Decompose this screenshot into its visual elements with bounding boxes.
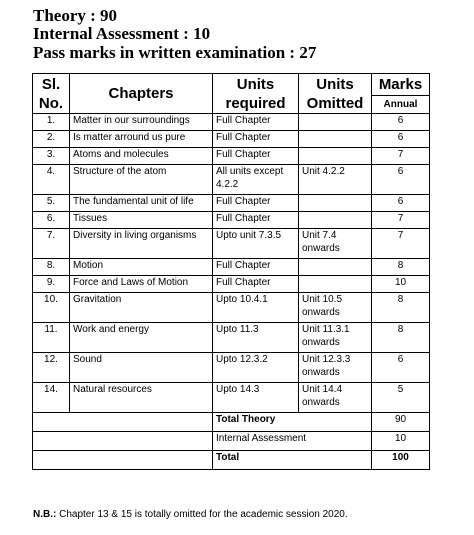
row-chapter: The fundamental unit of life <box>70 195 213 212</box>
row-units-required: Upto 14.3 <box>213 383 299 413</box>
row-marks: 6 <box>372 131 430 148</box>
row-units-omitted: Unit 12.3.3 onwards <box>299 353 372 383</box>
table-row <box>33 353 430 383</box>
row-sl: 14. <box>33 383 70 413</box>
header-units-omitted <box>299 74 372 114</box>
row-units-required: Upto unit 7.3.5 <box>213 229 299 259</box>
row-units-omitted <box>299 148 372 165</box>
table-row <box>33 323 430 353</box>
row-sl: 12. <box>33 353 70 383</box>
table-row <box>33 259 430 276</box>
total-theory-blank <box>33 413 213 432</box>
row-chapter: Gravitation <box>70 293 213 323</box>
row-marks: 6 <box>372 353 430 383</box>
row-units-required: Upto 11.3 <box>213 323 299 353</box>
internal-assessment-row <box>33 432 430 451</box>
row-marks: 8 <box>372 259 430 276</box>
header-chapters: Chapters <box>70 74 213 114</box>
row-units-omitted: Unit 4.2.2 <box>299 165 372 195</box>
table-row <box>33 131 430 148</box>
grand-total-row <box>33 451 430 470</box>
row-units-omitted <box>299 114 372 131</box>
table-row <box>33 383 430 413</box>
row-chapter: Matter in our surroundings <box>70 114 213 131</box>
row-sl: 4. <box>33 165 70 195</box>
row-units-required: Full Chapter <box>213 148 299 165</box>
header-marks: Marks <box>372 74 430 96</box>
row-chapter: Is matter arround us pure <box>70 131 213 148</box>
header-units-required-line1: Units <box>236 75 275 93</box>
header-marks-annual: Annual <box>372 96 430 114</box>
row-chapter: Tissues <box>70 212 213 229</box>
row-marks: 7 <box>372 229 430 259</box>
row-units-required: Full Chapter <box>213 114 299 131</box>
row-units-required: All units except 4.2.2 <box>213 165 299 195</box>
row-marks: 7 <box>372 212 430 229</box>
footnote-text: Chapter 13 & 15 is totally omitted for the academic session 2020. <box>56 509 348 520</box>
header-units-required <box>213 74 299 114</box>
internal-assessment-value: 10 <box>372 432 430 451</box>
internal-assessment-label: Internal Assessment <box>213 432 372 451</box>
table-row <box>33 195 430 212</box>
total-theory-label: Total Theory <box>213 413 372 432</box>
table-row <box>33 165 430 195</box>
row-sl: 2. <box>33 131 70 148</box>
row-units-required: Full Chapter <box>213 131 299 148</box>
row-units-omitted <box>299 131 372 148</box>
row-marks: 6 <box>372 195 430 212</box>
row-marks: 8 <box>372 323 430 353</box>
row-marks: 8 <box>372 293 430 323</box>
row-units-omitted <box>299 212 372 229</box>
row-chapter: Motion <box>70 259 213 276</box>
row-chapter: Sound <box>70 353 213 383</box>
row-sl: 1. <box>33 114 70 131</box>
row-chapter: Natural resources <box>70 383 213 413</box>
row-chapter: Work and energy <box>70 323 213 353</box>
row-units-omitted: Unit 10.5 onwards <box>299 293 372 323</box>
theory-marks-line: Theory : 90 <box>33 6 118 25</box>
table-row <box>33 212 430 229</box>
row-units-omitted <box>299 276 372 293</box>
row-units-omitted <box>299 259 372 276</box>
header-sl-line2: No. <box>38 94 64 112</box>
row-marks: 6 <box>372 165 430 195</box>
header-sl-line1: Sl. <box>41 75 61 93</box>
row-chapter: Structure of the atom <box>70 165 213 195</box>
internal-assessment-blank <box>33 432 213 451</box>
row-units-omitted: Unit 14.4 onwards <box>299 383 372 413</box>
row-units-required: Full Chapter <box>213 276 299 293</box>
row-sl: 9. <box>33 276 70 293</box>
header-units-omitted-line1: Units <box>316 75 354 93</box>
grand-total-label: Total <box>213 451 372 470</box>
row-sl: 7. <box>33 229 70 259</box>
table-row <box>33 293 430 323</box>
row-units-required: Full Chapter <box>213 259 299 276</box>
header-sl-no <box>33 74 70 114</box>
footnote-prefix: N.B.: <box>33 509 57 520</box>
table-row <box>33 276 430 293</box>
row-marks: 5 <box>372 383 430 413</box>
total-theory-row <box>33 413 430 432</box>
row-sl: 8. <box>33 259 70 276</box>
internal-assessment-line: Internal Assessment : 10 <box>33 24 211 43</box>
row-marks: 7 <box>372 148 430 165</box>
row-units-omitted: Unit 7.4 onwards <box>299 229 372 259</box>
syllabus-table <box>32 73 430 470</box>
row-marks: 10 <box>372 276 430 293</box>
row-chapter: Force and Laws of Motion <box>70 276 213 293</box>
row-sl: 11. <box>33 323 70 353</box>
header-units-required-line2: required <box>225 94 286 112</box>
table-row <box>33 148 430 165</box>
row-sl: 5. <box>33 195 70 212</box>
row-sl: 10. <box>33 293 70 323</box>
pass-marks-line: Pass marks in written examination : 27 <box>33 43 317 62</box>
row-units-required: Full Chapter <box>213 212 299 229</box>
table-row <box>33 229 430 259</box>
row-units-omitted <box>299 195 372 212</box>
row-sl: 6. <box>33 212 70 229</box>
grand-total-value: 100 <box>372 451 430 470</box>
row-sl: 3. <box>33 148 70 165</box>
total-theory-value: 90 <box>372 413 430 432</box>
row-units-required: Upto 10.4.1 <box>213 293 299 323</box>
row-marks: 6 <box>372 114 430 131</box>
table-row <box>33 114 430 131</box>
footnote <box>33 509 348 520</box>
row-chapter: Atoms and molecules <box>70 148 213 165</box>
header-units-omitted-line2: Omitted <box>306 94 364 112</box>
row-units-required: Full Chapter <box>213 195 299 212</box>
row-chapter: Diversity in living organisms <box>70 229 213 259</box>
row-units-required: Upto 12.3.2 <box>213 353 299 383</box>
row-units-omitted: Unit 11.3.1 onwards <box>299 323 372 353</box>
grand-total-blank <box>33 451 213 470</box>
